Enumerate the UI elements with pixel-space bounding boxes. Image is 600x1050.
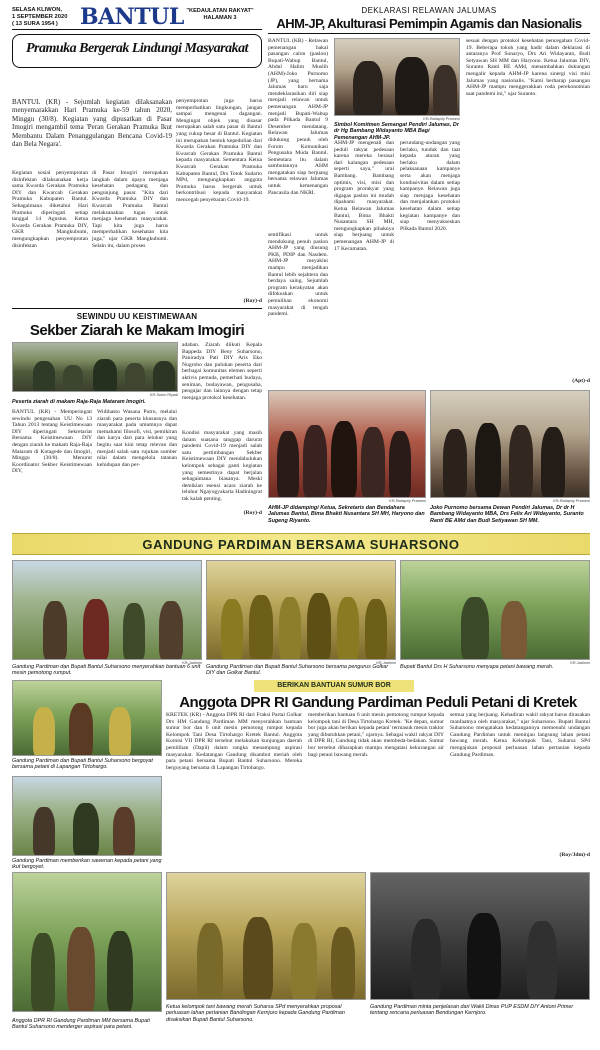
pramuka-col-2: di Pasar Imogiri merupakan langkah dalam upaya menjaga kesehatan pedagang dan pengunjung pasar. "Kita dari Kwarda Pramuka DIY dan Kwarcab Pramuka Bantul melaksanakan tugas untuk menjaga kesehatan masyarakat. Tapi kita juga harus memperhatikan kesehatan kita juga," ujar GKR Mangkubumi. Selain itu, dalam proses <box>92 170 168 249</box>
imogiri-kicker: SEWINDU UU KEISTIMEWAAN <box>76 312 198 321</box>
ahm-caption-3: Joko Purnomo bersama Dewan Pendiri Jalumas, Dr dr H Bambang Widayanto MBA, Drs Felix Ari Widayanto, Suranto Ranti BE AMd dan Budi Setiyawan SH MM. <box>430 505 584 524</box>
pramuka-col-1: Kegiatan sosial penyemprotan disinfektan dilaksanakan kerja sama Kwarda Gerakan Pramuka DIY dan Kwarcab Gerakan Pramuka Kabupaten Bantul. Sebagaimana diketahui Hari Pramuka diperingati setiap tanggal 14 Agustus. Ketua Kwarda Gerakan Pramuka DIY, GKR Mangkubumi, mengungkapkan penyemprotan disinfektan <box>12 170 88 249</box>
gandung-col-3: semua yang berjuang. Kehadiran wakil rakyat harus dirasakan manfaatnya oleh masyarakat," ujar Suharsono. Bupati Bantul Suharsono mengatakan kedatangannya memenuhi undangan Gandung Pardiman untuk meninjau langsung lahan petani bawang merah. Ketua Kelompok Tani, Suharsa SPd mengajukan proposal perluasan lahan pertanian kepada Gandung Pardiman. <box>450 712 590 758</box>
imogiri-sign: (Roy)-d <box>243 510 262 516</box>
gandung-photo-left-1 <box>12 680 162 756</box>
imogiri-caption: Peserta ziarah di makam Raja-Raja Mataram Imogiri. <box>12 399 146 405</box>
gandung-caption-bottom-1: Anggota DPR RI Gandung Pardiman MM bersama Bupati Bantul Suharsono menderger aspirasi para petani. <box>12 1018 150 1031</box>
page-number: HALAMAN 3 <box>203 15 237 21</box>
ahm-col-1: BANTUL (KR) - Relawan pemenangan bakal pasangan calon (paslon) Bupati-Wabup Bantul, Abdul Halim Muslih (AHM)-Joko Purnomo (JP), yang bernama Jalumas baru saja mendeklarasikan diri siap menjadi relawan untuk pemenangan AHM-JP menjadi Bupati-Wabup pada Pilkada Bantul 9 Desember mendatang. Relawan Jalumas didukung penuh oleh Forum Komunikasi Pengusaha Muda Bantul. Sementara itu dalam sambutannya AHM mengatakan siap berjuang bersama relawan Jalumas untuk kemenangan Pancasila dan NKRI. <box>268 38 328 196</box>
gandung-photo-3 <box>400 560 590 660</box>
imogiri-photo <box>12 342 178 392</box>
gandung-col-2: memberikan bantuan 6 unit mesin pemotong rumput kepada kelompok tani di Desa Tirtohargo Kretek. "Ke depan, sumur bor juga akan berikan kepada petani' termasuk mesin traktor yang dibutuhkan petani," ujarnya. Sebagai wakil rakyat DIY di DPR RI, Gandung tidak akan membeda-bedakan. Sumur bor tersebut diharapkan mampu mengatasi kekurangan air bagi petani bawang merah. <box>308 712 444 758</box>
pramuka-sign: (Roy)-d <box>243 298 262 304</box>
imogiri-col-2: Widihasto Wasana Putro, melalui ziarah para peserta khususnya dan masyarakat pada umumnya dapat memahami filosofi, visi, pemikiran dan karya dari para leluhur yang begitu saat kini tetap relevan dan menjadi salah satu rujukan sumber nilai dalam mengelola tatanan kehidupan dan per- <box>97 409 177 468</box>
gandung-photo-bottom-1 <box>12 872 162 1012</box>
ahm-col-4: perundang-undangan yang berlaku, tunduk dan taat kepada aturan yang berlaku dalam pelaksanaan kampanye serta akan menjaga kondusivitas dalam setiap kampanye. Relawan juga siap menjaga kesehatan dan menjalankan protokol kesehatan dalam setiap kegiatan kampanye dan siap menyukseskan Pilkada Bantul 2020. <box>400 140 460 232</box>
gandung-caption-1: Gandung Pardiman dan Bupati Bantul Suharsono menyerahkan bantuan 6 unit mesin pemotong rumput. <box>12 664 201 677</box>
gandung-banner <box>12 533 590 555</box>
pramuka-col-3: penyemprotan juga harus memperhatikan lingkungan, jangan sampai mengenai dagangan. Mengingat objek yang disasar merupakan salah satu pasar di Bantul yang cukup besar di Bantul. Kegiatan ini merupakan bentuk kepedulian dari Kwarda Gerakan Pramuka DIY dan Kwarcab Gerakan Pramuka Bantul kepada masyarakat. Sementara Ketua Kwarcab Gerakan Pramuka Kabupaten Bantul, Drs Totok Sudarto MPd, mengungkapkan anggota Pramuka harus bergerak untuk berkontribusi kepada masyarakat mencegah penyebaran Covid-19. <box>176 98 262 203</box>
gandung-kicker-box <box>254 680 414 692</box>
ahm-col-2: sentifikasi untuk mendukung penuh paslon AHM-JP yang diusung PKB, PDIP dan Nasdem. AHM-JP meyakini mampu menjadikan Bantul lebih sejahtera dan berdaya saing. Sejumlah program kerakyatan akan difokuskan untuk pemulihan ekonomi masyarakat di tengah pandemi. <box>268 232 328 318</box>
ahm-photo-founders <box>430 390 590 498</box>
pramuka-headline: Pramuka Bergerak Lindungi Masyarakat <box>26 41 248 56</box>
date-line-3: ( 13 SURA 1954 ) <box>12 21 58 27</box>
gandung-kicker: BERIKAN BANTUAN SUMUR BOR <box>277 682 391 689</box>
masthead-rule <box>12 29 262 30</box>
imogiri-headline: Sekber Ziarah ke Makam Imogiri <box>29 322 245 339</box>
imogiri-photo-credit: KR-Sukro Riyadi <box>149 393 178 397</box>
section-title: BANTUL <box>80 4 184 30</box>
gandung-caption-bottom-3: Gandung Pardiman minta penjelasan dari Wakil Dinas PUP ESDM DIY Antoni Primer tentang rencana perluasan Bendungan Kernjoro. <box>370 1004 574 1017</box>
pramuka-lead: BANTUL (KR) - Sejumlah kegiatan dilaksanakan menyemarakkan Hari Pramuka ke-59 tahun 2020, Minggu (30/8). Kegiatan yang dipusatkan di Pasar Imogiri mengambil tema 'Peran Gerakan Pramuka Ikut Membantu Dalam Penanggulangan Bencana Covid-19 dan Bela Negara'. <box>12 98 172 149</box>
ahm-sign: (Apt)-d <box>572 378 590 384</box>
ahm-photo-group <box>268 390 426 498</box>
imogiri-col-3: adaban. Ziarah diikuti Kepala Bappeda DIY Beny Suharsono, Paniradya Pati DIY Aris Eko Nugroho dan puluhan peserta dari berbagai komunitas elemen seperti aktivis pemuda, pemerhati budaya, seniman, budayawan, pengusaha, pengajar dan lainnya dengan tetap menjaga protokol kesehatan. <box>182 342 262 401</box>
gandung-photo-2 <box>206 560 396 660</box>
ahm-headline: AHM-JP, Akulturasi Pemimpin Agamis dan Nasionalis <box>276 16 582 31</box>
gandung-credit-1: KR-Jadimin <box>182 661 202 665</box>
date-line-1: SELASA KLIWON, <box>12 7 63 13</box>
rubric-label: "KEDAULATAN RAKYAT" <box>186 8 254 14</box>
imogiri-col-4: Kondisi masyarakat yang masih dalam suasana tanggap darurat pandemi Covid-19 menjadi salah satu pertimbangan Sekber Keistimewaan DIY mendahulukan kelompok sebagai ganti kegiatan yang semestinya dapat berjalan sebagaimana biasanya. Meski demikian esensi acara ziarah ke leluhur Ngayogyakarta Hadiningrat tak kalah penting. <box>182 430 262 502</box>
masthead-rubric <box>180 8 260 22</box>
ahm-photo3-credit: KR-Ratiapriy Prameni <box>553 499 590 503</box>
gandung-sign: (Roy/Jdm)-d <box>559 852 590 858</box>
ahm-caption: Simbol Komitmen Semangat Pendiri Jalumas, Dr dr Hg Bambang Widayanto MBA Bagi Pemenangan AHM-JP. <box>334 122 459 141</box>
gandung-caption-2: Gandung Pardiman dan Bupati Bantul Suharsono bersama pengurus Golkar DIY dan Golkar Bantul. <box>206 664 389 677</box>
masthead-date <box>12 7 72 28</box>
gandung-photo-bottom-2 <box>166 872 366 1000</box>
gandung-caption-left-2: Gandung Pardiman memberikan sawenan kepada petani yang ikut bergoyet. <box>12 858 162 871</box>
imogiri-col-1: BANTUL (KR) - Memperingati sewindu pengesahan UU No 13 Tahun 2013 tentang Keistimewaan DIY diperingati Sekretariat Bersama Keistimewaan DIY dengan ziarah ke makam Raja-Raja Mataram di Kotagede dan Imogiri, Minggu (30/8). Menurut Koordinator Sekber Keistimewaan DIY, <box>12 409 92 475</box>
ahm-photo2-credit: KR-Ratiapriy Prameni <box>389 499 426 503</box>
date-line-2: 1 SEPTEMBER 2020 <box>12 14 68 20</box>
gandung-caption-bottom-2: Ketua kelompok tani bawang merah Suharsa SPd menyerahkan proposal perluasan lahan pertanian Bandingan Kernjoro kepada Gandung Pardiman disaksikan Bupati Bantul Suharsono. <box>166 1004 345 1023</box>
gandung-photo-bottom-3 <box>370 872 590 1000</box>
ahm-headline-rule <box>268 33 590 34</box>
gandung-photo-left-2 <box>12 776 162 856</box>
gandung-banner-title: GANDUNG PARDIMAN BERSAMA SUHARSONO <box>142 537 460 552</box>
gandung-caption-left-1: Gandung Pardiman dan Bupati Bantul Suharsono bergoyat bersama petani di Lapangan Tirtohargo. <box>12 758 153 771</box>
ahm-photo-main <box>334 38 460 116</box>
gandung-col-1: KRETEK (KR) - Anggota DPR RI dari Fraksi Partai Golkar Drs HM Gandung Pardiman MM menyerahkan bantuan sumur bor dan 6 unit mesin pemotong rumput kepada Kelompok Tani Desa Tirtohargo Kretek Bantul. Anggota Komisi VII DPR RI tersebut melakukan kunjungan daerah pemilihan (Dapil) dalam rangka menampung aspirasi masyarakat. Kedatangan Gandung disambut meriah oleh para petani bersama Bupati Bantul Suharsono. Mereka bergoyang bersama di Lapangan Tirtohargo. <box>166 712 302 771</box>
ahm-photo-credit: KR-Ratiapriy Prameni <box>423 117 460 121</box>
ahm-col-5: sesuai dengan protokol kesehatan pencegahan Covid-19. Beberapa tokoh yang hadir dalam deklarasi di antaranya Prof Sunaryo, Drs Ari Widayanto, Budi Setyawan SH MM dan Haryono. Ketua Jalumas DIY, Suranto Ranti BE AMd, menambahkan dukungan mengalir kepada AHM-JP karena sinergi visi misi Jalumas yang nasionalis. "Kami berharap pasangan AHM-JP mampu menggerakkan roda perekonomian saat pandemi ini," ujar Suranto. <box>466 38 590 97</box>
ahm-kicker: DEKLARASI RELAWAN JALUMAS <box>361 6 497 15</box>
gandung-headline: Anggota DPR RI Gandung Pardiman Peduli Petani di Kretek <box>179 694 577 711</box>
gandung-caption-3: Bupati Bantul Drs H Suharsono menyapa petani bawang merah. <box>400 664 554 670</box>
gandung-credit-2: KR-Jadimin <box>376 661 396 665</box>
gandung-photo-1 <box>12 560 202 660</box>
gandung-credit-3: KR-Jadimin <box>570 661 590 665</box>
section-divider-1 <box>12 308 262 309</box>
ahm-caption-2: AHM-JP didampingi Ketua, Sekretaris dan Bendahara Jalumas Bantul, Bima Bhakti Nusantara SH MH, Haryono dan Sugeng Riyanto. <box>268 505 425 524</box>
ahm-col-3: AHM-JP mengenali dan peduli rakyat pedesaan karena mereka berasal dari kalangan pedesaan seperti saya," urai Bambang. Bambang optimis, visi, misi dan program prorakyat yang digagas paslon ini mudah dipahami masyarakat. Ketua Relawan Jalumas Bantul, Bima Bhakti Nusantara SH MH, mengungkapkan pihaknya siap berjuang untuk pemenangan AHM-JP di 17 Kecamatan. <box>334 140 394 252</box>
